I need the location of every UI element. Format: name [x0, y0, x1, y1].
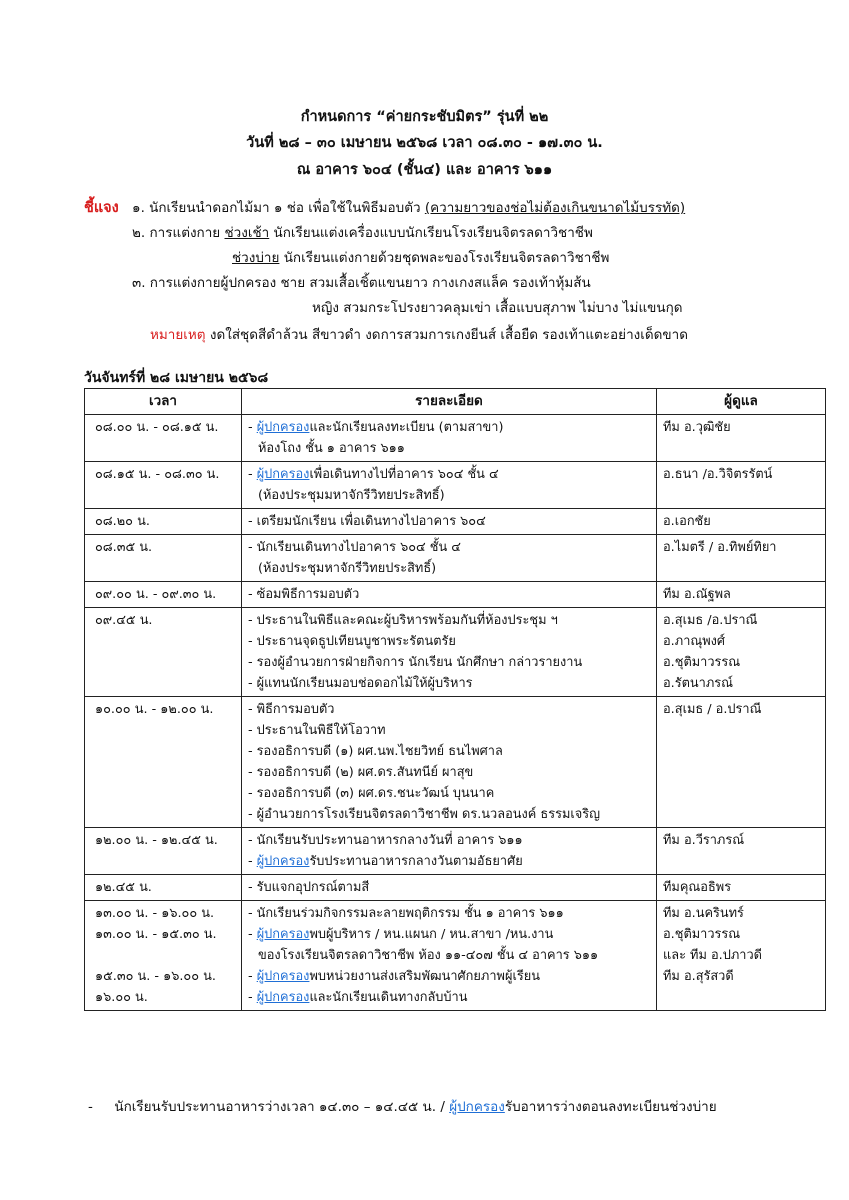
row-staff: อ.ไมตรี / อ.ทิพย์ทิยา	[657, 535, 826, 582]
staff-line: อ.ชุติมาวรรณ	[663, 927, 741, 942]
row-staff: ทีมคุณอธิพร	[657, 875, 826, 901]
detail-line: - ประธานในพิธีและคณะผู้บริหารพร้อมกันที่ห้องประชุม ฯ	[248, 613, 558, 628]
detail-line: - ประธานจุดธูปเทียนบูชาพระรัตนตรัย	[248, 634, 456, 649]
detail-line: - รองผู้อำนวยการฝ่ายกิจการ นักเรียน นักศึกษา กล่าวรายงาน	[248, 655, 583, 670]
parent-highlight: ผู้ปกครอง	[256, 467, 310, 482]
detail-line: ของโรงเรียนจิตรลดาวิชาชีพ ห้อง ๑๑-๔๐๗ ชั้น ๔ อาคาร ๖๑๑	[258, 948, 599, 963]
table-header-row	[85, 389, 826, 415]
detail-line: - ผู้ปกครองเพื่อเดินทางไปที่อาคาร ๖๐๔ ชั้น ๔	[248, 467, 499, 482]
row-time: ๑๒.๐๐ น. - ๑๒.๔๕ น.	[85, 828, 242, 875]
detail-text: รับประทานอาหารกลางวันตามอัธยาศัย	[309, 854, 523, 869]
row-detail: - ซ้อมพิธีการมอบตัว	[242, 582, 657, 608]
detail-line: - ผู้ปกครองและนักเรียนเดินทางกลับบ้าน	[248, 990, 468, 1005]
notes-label: ชี้แจง	[84, 200, 119, 216]
parent-highlight: ผู้ปกครอง	[256, 927, 310, 942]
row-detail	[242, 415, 657, 462]
parent-highlight: ผู้ปกครอง	[256, 990, 310, 1005]
detail-line: - ผู้ปกครองพบหน่วยงานส่งเสริมพัฒนาศักยภาพผู้เรียน	[248, 969, 540, 984]
morning-label: ช่วงเช้า	[224, 225, 270, 241]
row-time: ๐๙.๐๐ น. - ๐๙.๓๐ น.	[85, 582, 242, 608]
detail-line: - รองอธิการบดี (๓) ผศ.ดร.ชนะวัฒน์ บุนนาค	[248, 786, 495, 801]
row-detail	[242, 828, 657, 875]
note-1	[132, 198, 685, 218]
detail-line: - นักเรียนร่วมกิจกรรมละลายพฤติกรรม ชั้น ๑ อาคาร ๖๑๑	[248, 906, 564, 921]
header-detail: รายละเอียด	[242, 389, 657, 415]
detail-line: - รองอธิการบดี (๒) ผศ.ดร.สันทนีย์ ผาสุข	[248, 765, 474, 780]
footer-text: นักเรียนรับประทานอาหารว่างเวลา ๑๔.๓๐ – ๑๔.๔๕ น. /	[114, 1099, 450, 1115]
row-time: ๑๐.๐๐ น. - ๑๒.๐๐ น.	[85, 697, 242, 828]
time-line	[95, 945, 235, 966]
note-2-prefix: ๒. การแต่งกาย	[132, 225, 225, 241]
table-row	[85, 697, 826, 828]
detail-text: และนักเรียนเดินทางกลับบ้าน	[309, 990, 468, 1005]
row-time: ๑๒.๔๕ น.	[85, 875, 242, 901]
parent-highlight: ผู้ปกครอง	[449, 1099, 505, 1115]
remark-label: หมายเหตุ	[150, 327, 206, 343]
detail-text: พบผู้บริหาร / หน.แผนก / หน.สาขา /หน.งาน	[309, 927, 554, 942]
header-time: เวลา	[85, 389, 242, 415]
staff-line: อ.ชุติมาวรรณ	[663, 655, 741, 670]
detail-line: - ผู้ปกครองพบผู้บริหาร / หน.แผนก / หน.สาขา /หน.งาน	[248, 927, 554, 942]
table-row	[85, 415, 826, 462]
footer-note	[88, 1095, 717, 1117]
parent-highlight: ผู้ปกครอง	[256, 854, 310, 869]
remark	[150, 325, 688, 345]
note-1-underlined: (ความยาวของช่อไม่ต้องเกินขนาดไม้บรรทัด)	[424, 200, 686, 216]
footer-dash: -	[88, 1099, 93, 1115]
row-detail	[242, 697, 657, 828]
table-row	[85, 509, 826, 535]
row-detail: - เตรียมนักเรียน เพื่อเดินทางไปอาคาร ๖๐๔	[242, 509, 657, 535]
staff-line: ทีม อ.สุรัสวดี	[663, 969, 734, 984]
table-row	[85, 608, 826, 697]
time-line: ๑๓.๐๐ น. - ๑๕.๓๐ น.	[95, 927, 217, 942]
schedule-table	[84, 388, 826, 1011]
detail-line: (ห้องประชุมหาจักรีวิทยประสิทธิ์)	[258, 561, 437, 576]
table-row	[85, 535, 826, 582]
afternoon-text: นักเรียนแต่งกายด้วยชุดพละของโรงเรียนจิตรลดาวิชาชีพ	[279, 250, 610, 266]
row-staff	[657, 608, 826, 697]
staff-line: ทีม อ.นครินทร์	[663, 906, 744, 921]
row-time: ๐๘.๑๕ น. - ๐๘.๓๐ น.	[85, 462, 242, 509]
doc-venue: ณ อาคาร ๖๐๔ (ชั้น๔) และ อาคาร ๖๑๑	[296, 162, 553, 178]
row-detail	[242, 901, 657, 1011]
row-staff: ทีม อ.วุฒิชัย	[657, 415, 826, 462]
morning-text: นักเรียนแต่งเครื่องแบบนักเรียนโรงเรียนจิตรลดาวิชาชีพ	[269, 225, 593, 241]
detail-line: - พิธีการมอบตัว	[248, 702, 335, 717]
afternoon-label: ช่วงบ่าย	[232, 250, 280, 266]
row-detail	[242, 608, 657, 697]
detail-line: - ผู้ปกครองและนักเรียนลงทะเบียน (ตามสาขา)	[248, 420, 504, 435]
detail-line: - ผู้แทนนักเรียนมอบช่อดอกไม้ให้ผู้บริหาร	[248, 676, 473, 691]
detail-line: - ประธานในพิธีให้โอวาท	[248, 723, 386, 738]
table-row	[85, 582, 826, 608]
detail-text: และนักเรียนลงทะเบียน (ตามสาขา)	[309, 420, 504, 435]
detail-text: พบหน่วยงานส่งเสริมพัฒนาศักยภาพผู้เรียน	[309, 969, 540, 984]
row-time: ๐๘.๓๕ น.	[85, 535, 242, 582]
header-staff: ผู้ดูแล	[657, 389, 826, 415]
row-time: ๐๙.๔๕ น.	[85, 608, 242, 697]
row-staff: ทีม อ.วีราภรณ์	[657, 828, 826, 875]
row-staff: อ.ธนา /อ.วิจิตรรัตน์	[657, 462, 826, 509]
parent-highlight: ผู้ปกครอง	[256, 969, 310, 984]
row-staff: อ.เอกชัย	[657, 509, 826, 535]
footer-text-rest: รับอาหารว่างตอนลงทะเบียนช่วงบ่าย	[504, 1099, 717, 1115]
note-3-line-1: ๓. การแต่งกายผู้ปกครอง ชาย สวมเสื้อเชิ้ตแขนยาว กางเกงสแล็ค รองเท้าหุ้มส้น	[132, 275, 591, 291]
row-time	[85, 901, 242, 1011]
time-line: ๑๕.๓๐ น. - ๑๖.๐๐ น.	[95, 969, 216, 984]
time-line: ๑๖.๐๐ น.	[95, 990, 148, 1005]
row-detail: - รับแจกอุปกรณ์ตามสี	[242, 875, 657, 901]
note-2	[132, 223, 593, 243]
note-2-afternoon	[232, 248, 609, 268]
staff-line: อ.สุเมธ /อ.ปราณี	[663, 613, 758, 628]
row-time: ๐๘.๐๐ น. - ๐๘.๑๕ น.	[85, 415, 242, 462]
doc-title: กำหนดการ “ค่ายกระชับมิตร” รุ่นที่ ๒๒	[300, 109, 549, 125]
detail-line: (ห้องประชุมมหาจักรีวิทยประสิทธิ์)	[258, 488, 445, 503]
row-detail	[242, 462, 657, 509]
detail-line: - ผู้ปกครองรับประทานอาหารกลางวันตามอัธยาศัย	[248, 854, 523, 869]
detail-line: - นักเรียนเดินทางไปอาคาร ๖๐๔ ชั้น ๔	[248, 540, 461, 555]
table-row	[85, 462, 826, 509]
detail-line: - นักเรียนรับประทานอาหารกลางวันที่ อาคาร ๖๑๑	[248, 833, 523, 848]
remark-text: งดใส่ชุดสีดำล้วน สีขาวดำ งดการสวมการเกงยีนส์ เสื้อยืด รองเท้าแตะอย่างเด็ดขาด	[205, 327, 688, 343]
detail-text: เพื่อเดินทางไปที่อาคาร ๖๐๔ ชั้น ๔	[309, 467, 499, 482]
staff-line: และ ทีม อ.ปภาวดี	[663, 948, 762, 963]
row-time: ๐๘.๒๐ น.	[85, 509, 242, 535]
staff-line: อ.ภาณุพงศ์	[663, 634, 726, 649]
row-staff	[657, 901, 826, 1011]
table-row	[85, 828, 826, 875]
staff-line: อ.รัตนาภรณ์	[663, 676, 734, 691]
table-row	[85, 875, 826, 901]
table-row	[85, 901, 826, 1011]
row-detail	[242, 535, 657, 582]
day-heading: วันจันทร์ที่ ๒๘ เมษายน ๒๕๖๘	[84, 370, 269, 386]
note-1-text: ๑. นักเรียนนำดอกไม้มา ๑ ช่อ เพื่อใช้ในพิธีมอบตัว	[132, 200, 425, 216]
detail-line: - รองอธิการบดี (๑) ผศ.นพ.ไชยวิทย์ ธนไพศาล	[248, 744, 503, 759]
row-staff: อ.สุเมธ / อ.ปราณี	[657, 697, 826, 828]
row-staff: ทีม อ.ณัฐพล	[657, 582, 826, 608]
detail-line: - ผู้อำนวยการโรงเรียนจิตรลดาวิชาชีพ ดร.นวลอนงค์ ธรรมเจริญ	[248, 807, 601, 822]
detail-line: ห้องโถง ชั้น ๑ อาคาร ๖๑๑	[258, 441, 405, 456]
doc-date-time: วันที่ ๒๘ – ๓๐ เมษายน ๒๕๖๘ เวลา ๐๘.๓๐ - ๑๗.๓๐ น.	[246, 135, 603, 151]
note-3-line-2: หญิง สวมกระโปรงยาวคลุมเข่า เสื้อแบบสุภาพ ไม่บาง ไม่แขนกุด	[312, 300, 683, 316]
parent-highlight: ผู้ปกครอง	[256, 420, 310, 435]
time-line: ๑๓.๐๐ น. - ๑๖.๐๐ น.	[95, 906, 215, 921]
